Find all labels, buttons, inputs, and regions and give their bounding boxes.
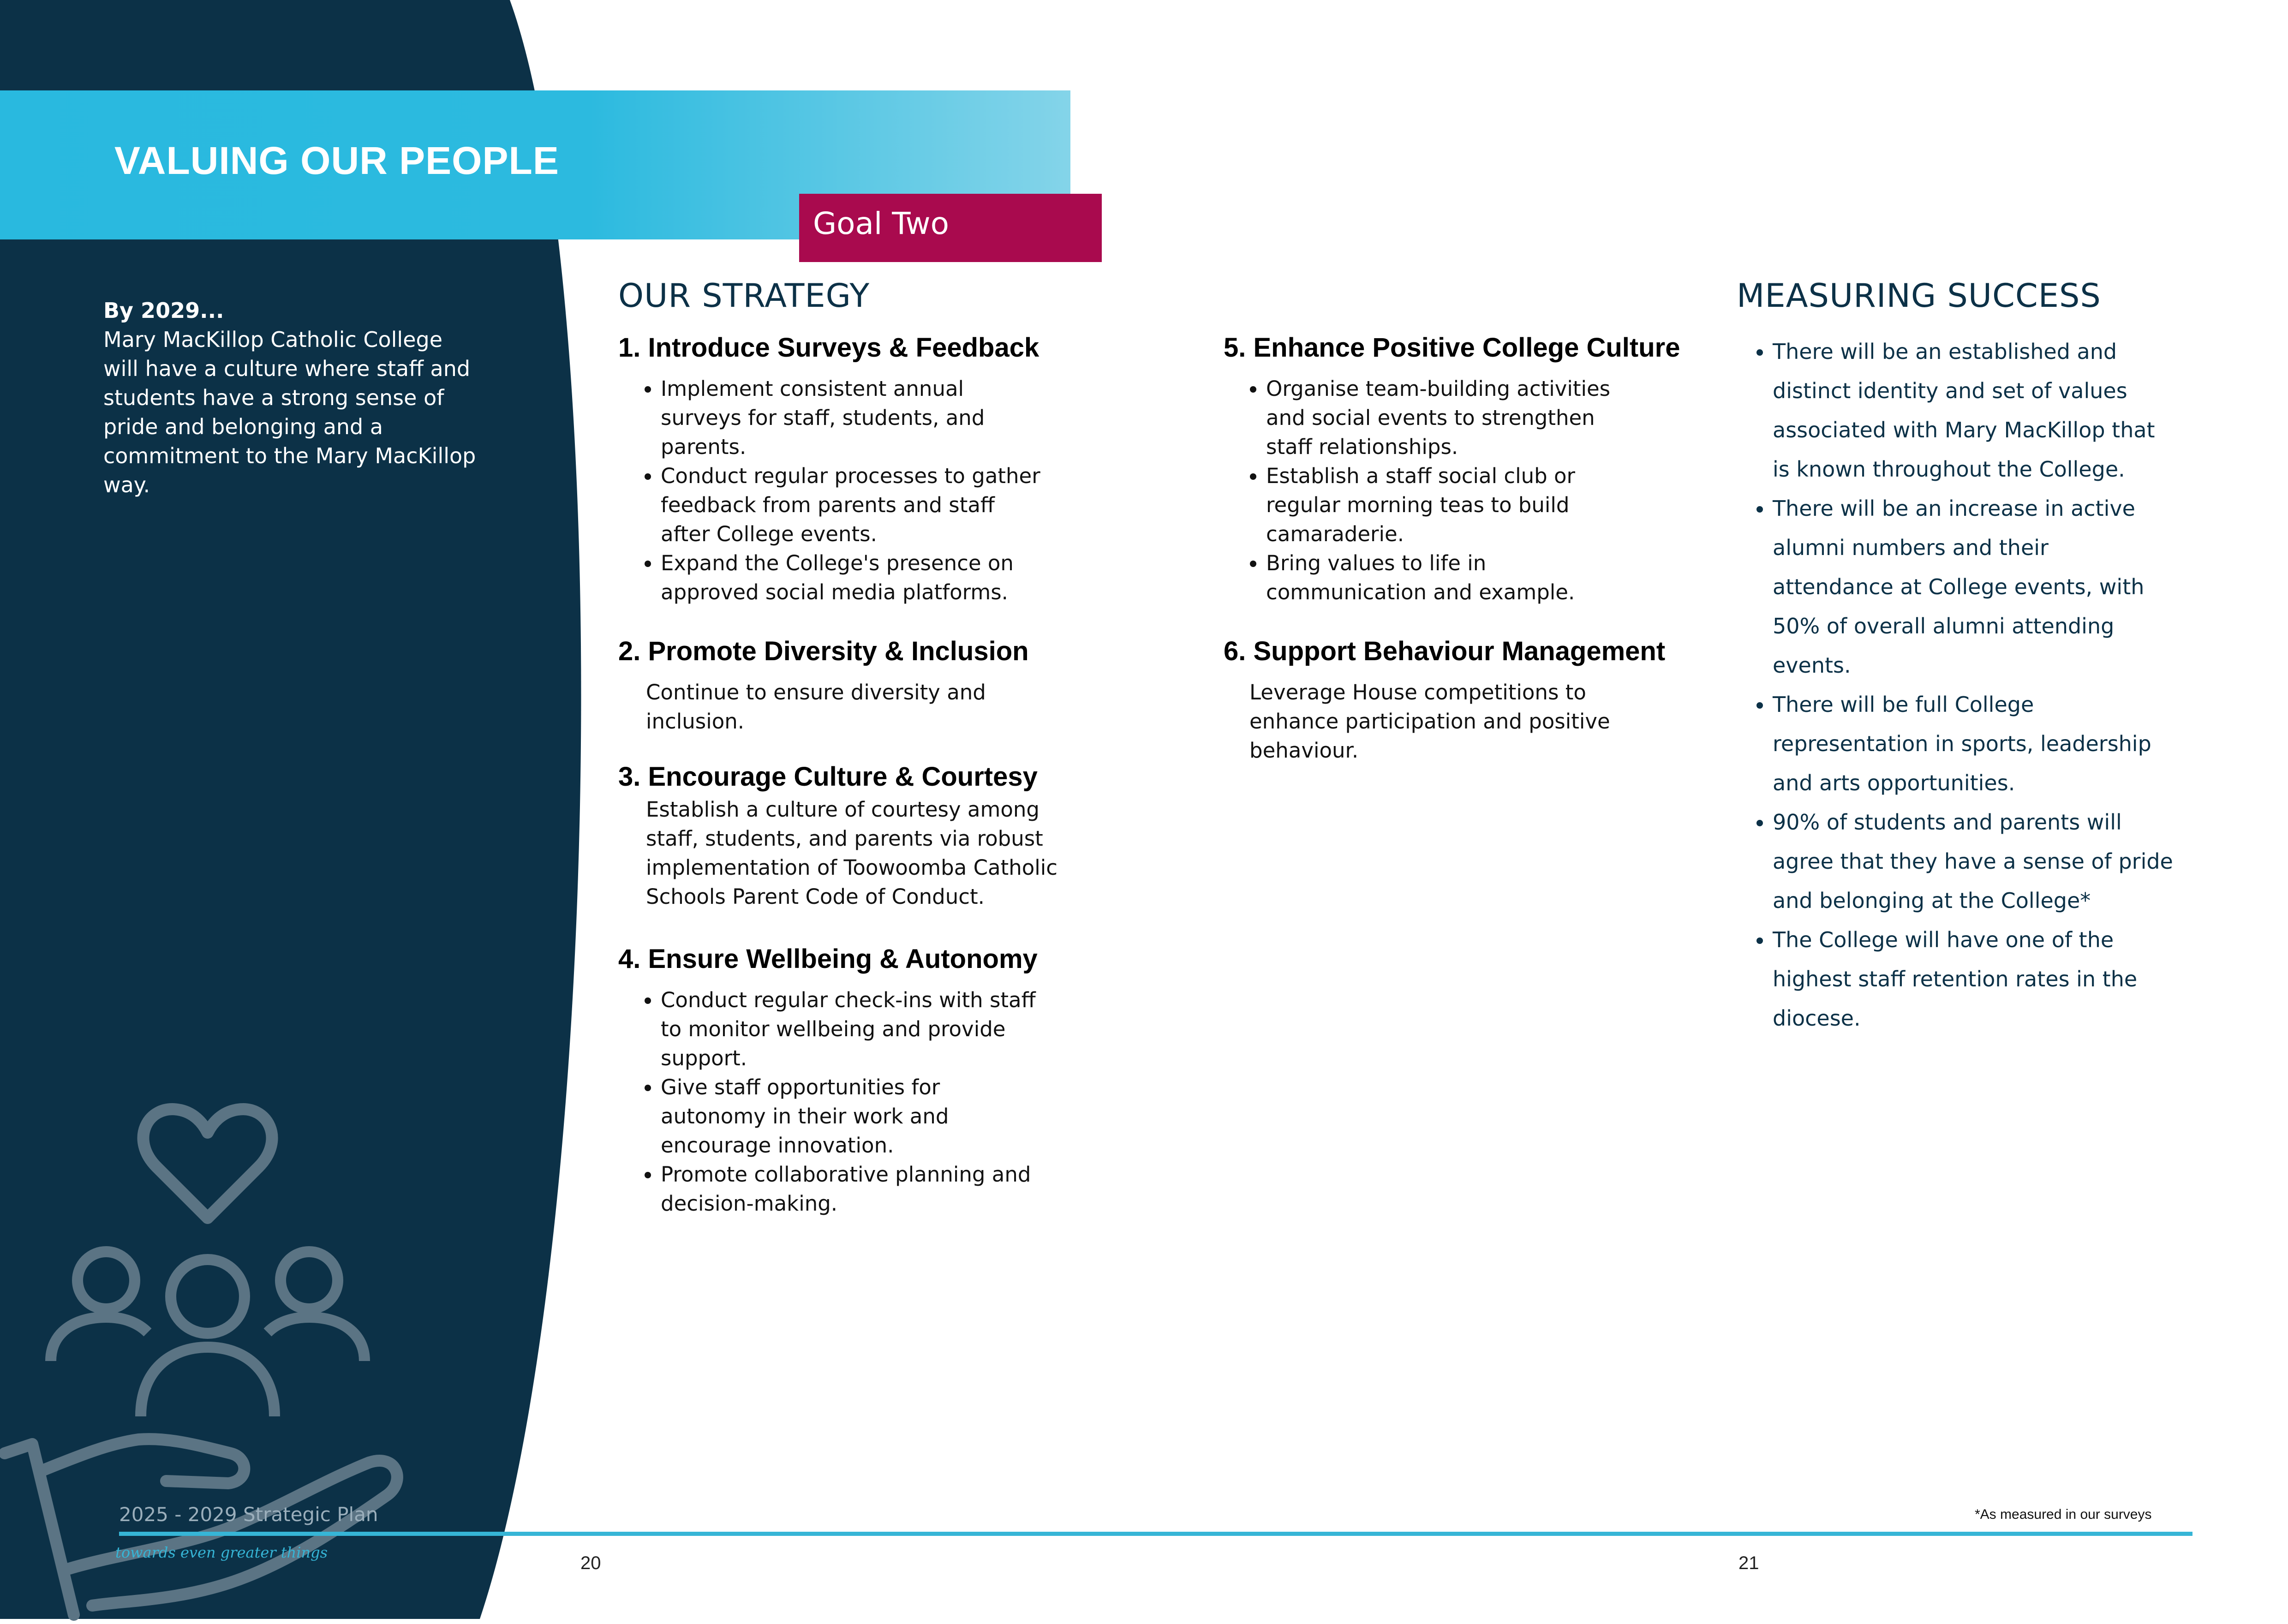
- line: • Expand the College's presence on: [661, 551, 1014, 575]
- footer-plan-title: 2025 - 2029 Strategic Plan: [119, 1503, 378, 1526]
- page-number-left: 20: [580, 1553, 601, 1573]
- line: and social events to strengthen: [1266, 406, 1595, 430]
- line: approved social media platforms.: [661, 580, 1008, 604]
- intro-line: students have a strong sense of: [103, 385, 444, 410]
- line: associated with Mary MacKillop that: [1773, 418, 2155, 442]
- line: support.: [661, 1046, 747, 1070]
- line: and arts opportunities.: [1773, 770, 2015, 795]
- intro-block: [103, 296, 486, 500]
- heart-icon: [134, 1098, 281, 1232]
- line: enhance participation and positive: [1249, 709, 1610, 734]
- strategy-item: [618, 761, 1080, 911]
- intro-line: commitment to the Mary MacKillop: [103, 443, 476, 468]
- line: camaraderie.: [1266, 522, 1404, 546]
- line: • Implement consistent annual: [661, 376, 964, 401]
- measuring-list: [1737, 332, 2198, 1038]
- strategy-heading: 4. Ensure Wellbeing & Autonomy: [618, 944, 1038, 974]
- intro-line: will have a culture where staff and: [103, 356, 471, 381]
- line: surveys for staff, students, and: [661, 406, 985, 430]
- intro-heading: By 2029...: [103, 298, 224, 323]
- footer-divider: [119, 1532, 2192, 1536]
- line: • Promote collaborative planning and: [661, 1162, 1031, 1187]
- list-item: [661, 985, 1080, 1073]
- line: decision-making.: [661, 1191, 838, 1216]
- line: attendance at College events, with: [1773, 574, 2145, 599]
- line: communication and example.: [1266, 580, 1575, 604]
- line: • The College will have one of the: [1773, 927, 2114, 952]
- list-item: [1773, 332, 2198, 489]
- line: distinct identity and set of values: [1773, 378, 2127, 403]
- line: representation in sports, leadership: [1773, 731, 2151, 756]
- measuring-title: MEASURING SUCCESS: [1737, 277, 2101, 315]
- line: highest staff retention rates in the: [1773, 967, 2138, 991]
- line: • There will be full College: [1773, 692, 2034, 717]
- list-item: [661, 461, 1080, 549]
- list-item: [1773, 489, 2198, 685]
- footer-tagline: towards even greater things: [115, 1544, 328, 1561]
- strategy-heading: 5. Enhance Positive College Culture: [1224, 333, 1680, 363]
- line: events.: [1773, 653, 1851, 678]
- line: • Give staff opportunities for: [661, 1075, 940, 1099]
- line: • There will be an increase in active: [1773, 496, 2135, 521]
- strategy-text: [1224, 678, 1685, 765]
- strategy-item: [1224, 636, 1685, 765]
- line: • Conduct regular check-ins with staff: [661, 988, 1036, 1012]
- strategy-heading: 6. Support Behaviour Management: [1224, 636, 1666, 666]
- strategy-heading: 1. Introduce Surveys & Feedback: [618, 333, 1039, 363]
- list-item: [661, 1160, 1080, 1218]
- intro-line: way.: [103, 472, 150, 497]
- line: Leverage House competitions to: [1249, 680, 1586, 705]
- line: Schools Parent Code of Conduct.: [646, 884, 985, 909]
- line: staff relationships.: [1266, 435, 1458, 459]
- strategy-bullets: [618, 985, 1080, 1218]
- line: • Bring values to life in: [1266, 551, 1487, 575]
- intro-line: Mary MacKillop Catholic College: [103, 327, 443, 352]
- strategy-text: [618, 678, 1080, 736]
- line: diocese.: [1773, 1006, 1861, 1031]
- line: after College events.: [661, 522, 877, 546]
- line: agree that they have a sense of pride: [1773, 849, 2173, 874]
- strategy-item: [618, 943, 1080, 1218]
- line: feedback from parents and staff: [661, 493, 995, 517]
- line: implementation of Toowoomba Catholic: [646, 855, 1058, 880]
- line: • Establish a staff social club or: [1266, 464, 1576, 488]
- line: • Conduct regular processes to gather: [661, 464, 1040, 488]
- line: • Organise team-building activities: [1266, 376, 1611, 401]
- list-item: [1266, 549, 1685, 607]
- line: autonomy in their work and: [661, 1104, 949, 1128]
- line: Continue to ensure diversity and: [646, 680, 986, 705]
- line: • 90% of students and parents will: [1773, 810, 2122, 835]
- list-item: [1773, 920, 2198, 1038]
- line: staff, students, and parents via robust: [646, 826, 1043, 851]
- list-item: [661, 549, 1080, 607]
- measuring-block: [1737, 332, 2198, 1038]
- line: behaviour.: [1249, 738, 1359, 763]
- people-group-icon: [42, 1236, 374, 1430]
- strategy-item: [618, 636, 1080, 736]
- line: regular morning teas to build: [1266, 493, 1570, 517]
- line: inclusion.: [646, 709, 745, 734]
- line: is known throughout the College.: [1773, 457, 2125, 482]
- line: parents.: [661, 435, 747, 459]
- list-item: [1773, 685, 2198, 803]
- line: to monitor wellbeing and provide: [661, 1017, 1006, 1041]
- line: alumni numbers and their: [1773, 535, 2049, 560]
- line: Establish a culture of courtesy among: [646, 797, 1039, 822]
- strategy-text: [618, 795, 1080, 911]
- page-title: VALUING OUR PEOPLE: [114, 139, 559, 182]
- line: 50% of overall alumni attending: [1773, 614, 2115, 639]
- line: and belonging at the College*: [1773, 888, 2091, 913]
- list-item: [661, 374, 1080, 461]
- page-number-right: 21: [1738, 1553, 1759, 1573]
- list-item: [1773, 803, 2198, 920]
- strategy-heading: 2. Promote Diversity & Inclusion: [618, 636, 1029, 666]
- line: encourage innovation.: [661, 1133, 894, 1158]
- line: • There will be an established and: [1773, 339, 2117, 364]
- strategy-bullets: [618, 374, 1080, 607]
- footnote: *As measured in our surveys: [1975, 1507, 2152, 1522]
- list-item: [1266, 461, 1685, 549]
- strategy-heading: 3. Encourage Culture & Courtesy: [618, 762, 1038, 792]
- goal-label: Goal Two: [813, 206, 950, 241]
- strategy-title: OUR STRATEGY: [618, 277, 870, 315]
- intro-line: pride and belonging and a: [103, 414, 383, 439]
- strategy-item: [1224, 332, 1685, 607]
- list-item: [661, 1073, 1080, 1160]
- strategy-item: [618, 332, 1080, 607]
- strategy-bullets: [1224, 374, 1685, 607]
- list-item: [1266, 374, 1685, 461]
